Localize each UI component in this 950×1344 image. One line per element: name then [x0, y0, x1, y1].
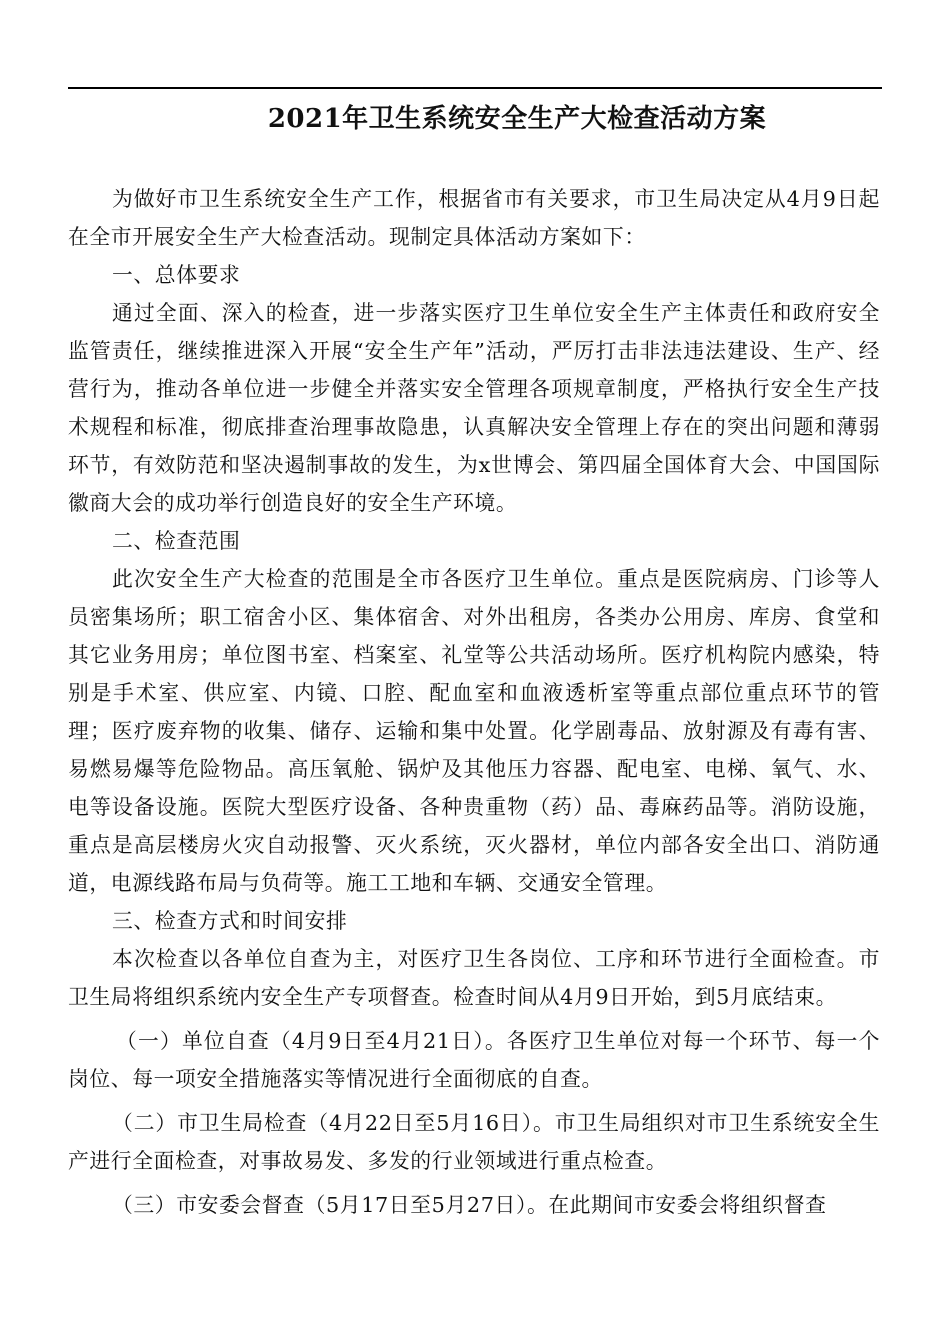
section-heading-3: 三、检查方式和时间安排: [112, 909, 348, 933]
body-paragraph-2: 此次安全生产大检查的范围是全市各医疗卫生单位。重点是医院病房、门诊等人员密集场所；职工宿舍小区、集体宿舍、对外出租房，各类办公用房、库房、食堂和其它业务用房；单位图书室、档案室、礼堂等公共活动场所。医疗机构院内感染，特别是手术室、供应室、内镜、口腔、配血室和血液透析室等重点部位重点环节的管理；医疗废弃物的收集、储存、运输和集中处置。化学剧毒品、放射源及有毒有害、易燃易爆等危险物品。高压氧舱、锅炉及其他压力容器、配电室、电梯、氧气、水、电等设备设施。医院大型医疗设备、各种贵重物（药）品、毒麻药品等。消防设施，重点是高层楼房火灾自动报警、灭火系统，灭火器材，单位内部各安全出口、消防通道，电源线路布局与负荷等。施工工地和车辆、交通安全管理。: [68, 567, 880, 895]
sub-item-3: （三）市安委会督查（5月17日至5月27日）。在此期间市安委会将组织督查: [112, 1193, 827, 1217]
body-paragraph-3: 本次检查以各单位自查为主，对医疗卫生各岗位、工序和环节进行全面检查。市卫生局将组织系统内安全生产专项督查。检查时间从4月9日开始，到5月底结束。: [68, 947, 880, 1009]
sub-item-1: （一）单位自查（4月9日至4月21日）。各医疗卫生单位对每一个环节、每一个岗位、每一项安全措施落实等情况进行全面彻底的自查。: [68, 1029, 880, 1091]
section-heading-2: 二、检查范围: [112, 529, 241, 553]
header-rule: [68, 87, 882, 89]
section-heading-1: 一、总体要求: [112, 263, 241, 287]
document-body: [68, 180, 880, 1224]
sub-item-2: （二）市卫生局检查（4月22日至5月16日）。市卫生局组织对市卫生系统安全生产进行全面检查，对事故易发、多发的行业领域进行重点检查。: [68, 1111, 880, 1173]
intro-paragraph: 为做好市卫生系统安全生产工作，根据省市有关要求，市卫生局决定从4月9日起在全市开展安全生产大检查活动。现制定具体活动方案如下：: [68, 187, 880, 249]
body-paragraph-1: 通过全面、深入的检查，进一步落实医疗卫生单位安全生产主体责任和政府安全监管责任，继续推进深入开展“安全生产年”活动，严厉打击非法违法建设、生产、经营行为，推动各单位进一步健全并落实安全管理各项规章制度，严格执行安全生产技术规程和标准，彻底排查治理事故隐患，认真解决安全管理上存在的突出问题和薄弱环节，有效防范和坚决遏制事故的发生，为x世博会、第四届全国体育大会、中国国际徽商大会的成功举行创造良好的安全生产环境。: [68, 301, 880, 515]
document-title: 2021年卫生系统安全生产大检查活动方案: [267, 104, 767, 134]
